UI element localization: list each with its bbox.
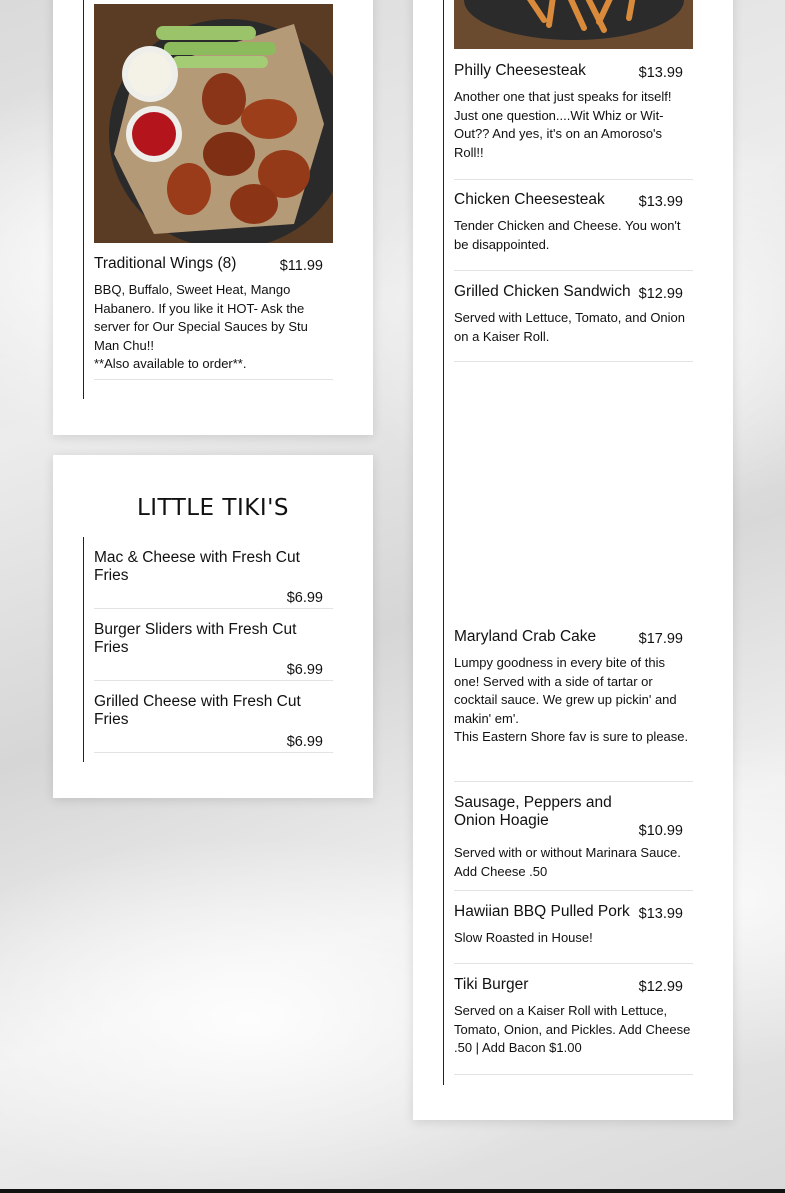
- item-price: $13.99: [638, 194, 683, 210]
- menu-item: [94, 691, 333, 753]
- item-name: Philly Cheesesteak: [454, 62, 586, 79]
- menu-item: [454, 281, 693, 362]
- fries-photo: [454, 0, 693, 49]
- item-price: $11.99: [279, 258, 323, 274]
- item-description: Served with or without Marinara Sauce. Add Cheese .50: [454, 845, 681, 879]
- menu-item: [94, 253, 333, 380]
- menu-item: [454, 626, 693, 782]
- item-name: Tiki Burger: [454, 976, 529, 993]
- item-name: Grilled Chicken Sandwich: [454, 283, 631, 300]
- item-price: $12.99: [638, 286, 683, 302]
- menu-card-little-tikis: [53, 455, 373, 798]
- item-name: Burger Sliders with Fresh Cut Fries: [94, 621, 297, 656]
- item-name: Sausage, Peppers and Onion Hoagie: [454, 794, 612, 829]
- menu-column: [83, 537, 344, 762]
- item-price: $17.99: [638, 631, 683, 647]
- wings-photo: [94, 4, 333, 243]
- bottom-bar: [0, 1189, 785, 1193]
- menu-item: [454, 901, 693, 964]
- item-name: Grilled Cheese with Fresh Cut Fries: [94, 693, 301, 728]
- item-description: Tender Chicken and Cheese. You won't be disappointed.: [454, 218, 681, 252]
- item-description: Slow Roasted in House!: [454, 930, 593, 945]
- menu-item: [94, 547, 333, 609]
- item-description: Another one that just speaks for itself! Just one question....Wit Whiz or Wit-Out?? And yes, it's on an Amoroso's Roll!!: [454, 89, 672, 160]
- item-price: $6.99: [286, 590, 323, 606]
- menu-item: [454, 189, 693, 271]
- menu-card-wings: [53, 0, 373, 435]
- item-price: $12.99: [638, 979, 683, 995]
- menu-item: [454, 792, 693, 891]
- menu-item: [454, 60, 693, 180]
- item-price: $6.99: [286, 662, 323, 678]
- item-price: $13.99: [638, 906, 683, 922]
- item-price: $13.99: [638, 65, 683, 81]
- menu-item: [94, 619, 333, 681]
- menu-item: [454, 974, 693, 1075]
- item-description: Served with Lettuce, Tomato, and Onion on a Kaiser Roll.: [454, 310, 686, 344]
- item-name: Maryland Crab Cake: [454, 628, 597, 645]
- menu-column: [83, 0, 344, 399]
- item-description: Lumpy goodness in every bite of this one! Served with a side of tartar or cocktail sauce. We grew up pickin' and makin' em'. This Eastern Shore fav is sure to please.: [454, 655, 689, 744]
- section-title: LITTLE TIKI'S: [136, 495, 290, 521]
- menu-column: [443, 0, 704, 1085]
- item-description: Served on a Kaiser Roll with Lettuce, Tomato, Onion, and Pickles. Add Cheese .50 | Add Bacon $1.00: [454, 1003, 691, 1055]
- item-price: $10.99: [638, 823, 683, 839]
- item-name: Hawiian BBQ Pulled Pork: [454, 903, 630, 920]
- item-name: Mac & Cheese with Fresh Cut Fries: [94, 549, 300, 584]
- item-price: $6.99: [286, 734, 323, 750]
- item-name: Chicken Cheesesteak: [454, 191, 605, 208]
- item-description: BBQ, Buffalo, Sweet Heat, Mango Habanero. If you like it HOT- Ask the server for Our Special Sauces by Stu Man Chu!! **Also available to order**.: [94, 282, 308, 371]
- item-name: Traditional Wings (8): [94, 255, 237, 272]
- menu-card-sandwiches: [413, 0, 733, 1120]
